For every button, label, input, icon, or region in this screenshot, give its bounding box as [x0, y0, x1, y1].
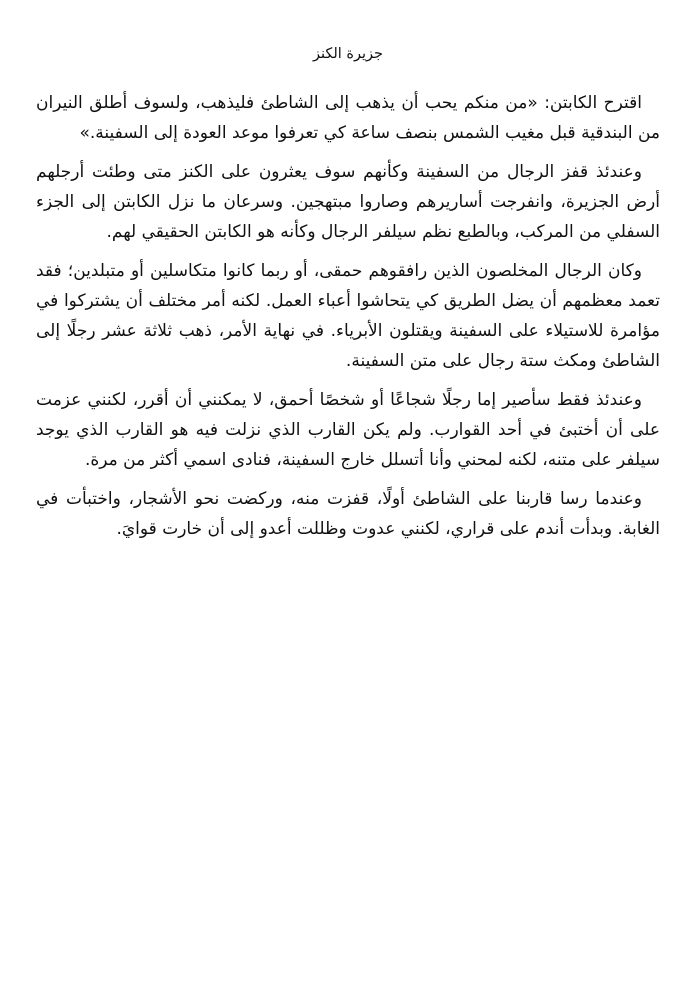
body-text — [36, 88, 660, 544]
paragraph: وكان الرجال المخلصون الذين رافقوهم حمقى، أو ربما كانوا متكاسلين أو متبلدين؛ فقد تعمد معظمهم أن يضل الطريق كي يتحاشوا أعباء العمل. لكنه أمر مختلف أن يشتركوا في مؤامرة للاستيلاء على السفينة ويقتلون الأبرياء. في نهاية الأمر، ذهب ثلاثة عشر رجلًا إلى الشاطئ ومكث ستة رجال على متن السفينة. — [36, 261, 660, 371]
paragraph: وعندئذ فقط سأصير إما رجلًا شجاعًا أو شخصًا أحمق، لا يمكنني أن أقرر، لكنني عزمت على أن أختبئ في أحد القوارب. ولم يكن القارب الذي نزلت فيه هو القارب الذي يوجد سيلفر على متنه، لكنه لمحني وأنا أتسلل خارج السفينة، فنادى اسمي أكثر من مرة. — [36, 390, 660, 470]
running-header: جزيرة الكنز — [312, 46, 384, 62]
paragraph: اقترح الكابتن: «من منكم يحب أن يذهب إلى الشاطئ فليذهب، ولسوف أطلق النيران من البندقية قبل مغيب الشمس بنصف ساعة كي تعرفوا موعد العودة إلى السفينة.» — [36, 93, 660, 143]
paragraph: وعندئذ قفز الرجال من السفينة وكأنهم سوف يعثرون على الكنز متى وطئت أرجلهم أرض الجزيرة، وانفرجت أساريرهم وصاروا مبتهجين. وسرعان ما نزل الكابتن إلى الجزء السفلي من المركب، وبالطبع نظم سيلفر الرجال وكأنه هو الكابتن الحقيقي لهم. — [36, 162, 660, 242]
paragraph: وعندما رسا قاربنا على الشاطئ أولًا، قفزت منه، وركضت نحو الأشجار، واختبأت في الغابة. وبدأت أندم على قراري، لكنني عدوت وظللت أعدو إلى أن خارت قوايَ. — [36, 489, 660, 539]
